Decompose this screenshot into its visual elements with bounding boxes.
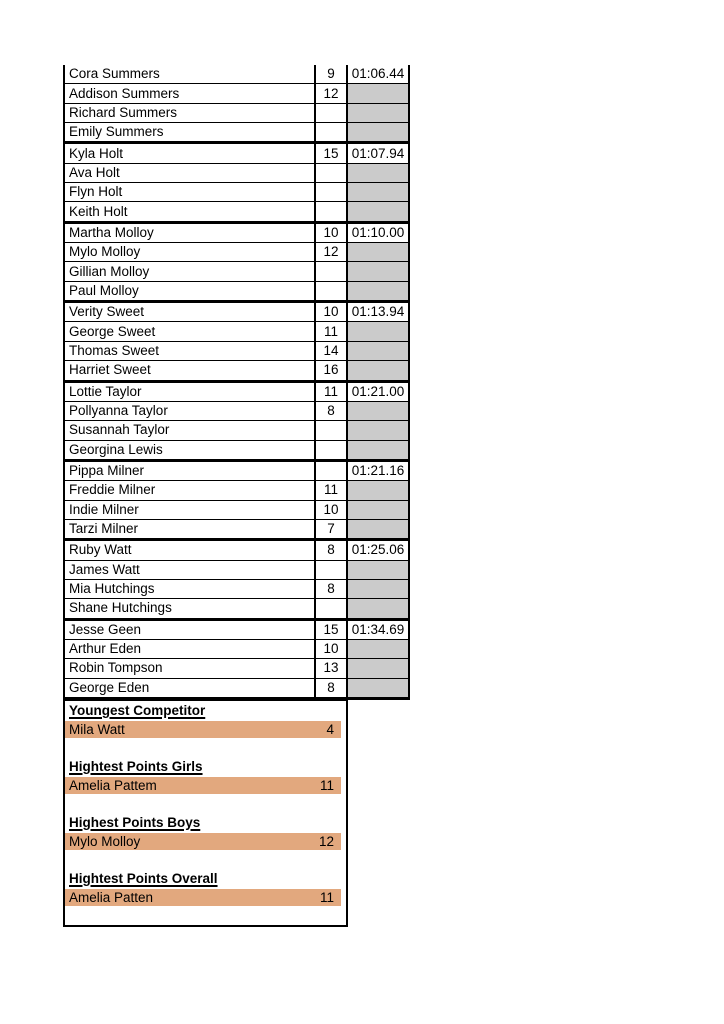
name-cell: Kyla Holt — [64, 143, 315, 163]
points-cell: 13 — [315, 659, 347, 678]
table-row — [64, 440, 409, 460]
name-cell: Lottie Taylor — [64, 381, 315, 401]
time-cell — [347, 421, 409, 440]
time-cell — [347, 519, 409, 539]
time-cell — [347, 599, 409, 619]
summary-heading: Hightest Points Girls — [69, 759, 203, 774]
name-cell: Addison Summers — [64, 84, 315, 103]
name-cell: Freddie Milner — [64, 481, 315, 500]
points-cell — [315, 440, 347, 460]
summary-value: 4 — [326, 722, 334, 737]
points-cell: 11 — [315, 381, 347, 401]
time-cell — [347, 659, 409, 678]
points-cell: 11 — [315, 322, 347, 341]
table-row — [64, 84, 409, 103]
summary-name: Amelia Pattem — [69, 778, 157, 793]
table-row — [64, 579, 409, 598]
summary-name: Mila Watt — [69, 722, 125, 737]
time-cell: 01:25.06 — [347, 540, 409, 560]
name-cell: Verity Sweet — [64, 302, 315, 322]
table-row — [64, 619, 409, 639]
time-cell — [347, 481, 409, 500]
time-cell — [347, 500, 409, 519]
table-row — [64, 421, 409, 440]
name-cell: Robin Tompson — [64, 659, 315, 678]
time-cell: 01:07.94 — [347, 143, 409, 163]
table-row — [64, 361, 409, 381]
table-row — [64, 143, 409, 163]
table-row — [64, 262, 409, 281]
table-row — [64, 560, 409, 579]
time-cell: 01:10.00 — [347, 222, 409, 242]
name-cell: Gillian Molloy — [64, 262, 315, 281]
name-cell: Georgina Lewis — [64, 440, 315, 460]
time-cell: 01:21.16 — [347, 460, 409, 480]
time-cell — [347, 202, 409, 222]
points-cell — [315, 560, 347, 579]
time-cell: 01:13.94 — [347, 302, 409, 322]
table-row — [64, 639, 409, 658]
table-row — [64, 401, 409, 420]
time-cell — [347, 281, 409, 301]
table-row — [64, 103, 409, 122]
name-cell: George Eden — [64, 678, 315, 698]
time-cell — [347, 560, 409, 579]
summary-value: 11 — [319, 890, 334, 905]
points-cell: 8 — [315, 678, 347, 698]
results-table-body — [64, 65, 409, 699]
name-cell: Thomas Sweet — [64, 341, 315, 360]
time-cell — [347, 361, 409, 381]
table-row — [64, 381, 409, 401]
name-cell: James Watt — [64, 560, 315, 579]
points-cell: 10 — [315, 302, 347, 322]
summary-heading: Highest Points Boys — [69, 815, 201, 830]
name-cell: Pippa Milner — [64, 460, 315, 480]
table-row — [64, 243, 409, 262]
time-cell — [347, 579, 409, 598]
points-cell: 10 — [315, 639, 347, 658]
name-cell: Shane Hutchings — [64, 599, 315, 619]
name-cell: Harriet Sweet — [64, 361, 315, 381]
points-cell: 8 — [315, 540, 347, 560]
time-cell — [347, 103, 409, 122]
table-row — [64, 281, 409, 301]
points-cell: 14 — [315, 341, 347, 360]
table-row — [64, 540, 409, 560]
points-cell: 12 — [315, 243, 347, 262]
table-row — [64, 519, 409, 539]
time-cell: 01:21.00 — [347, 381, 409, 401]
table-row — [64, 322, 409, 341]
points-cell — [315, 163, 347, 182]
time-cell — [347, 440, 409, 460]
summary-spacer-row — [65, 851, 346, 870]
points-cell: 8 — [315, 401, 347, 420]
time-cell — [347, 84, 409, 103]
table-row — [64, 500, 409, 519]
points-cell — [315, 262, 347, 281]
summary-name: Mylo Molloy — [69, 834, 141, 849]
points-cell: 16 — [315, 361, 347, 381]
table-row — [64, 599, 409, 619]
time-cell — [347, 341, 409, 360]
name-cell: George Sweet — [64, 322, 315, 341]
name-cell: Pollyanna Taylor — [64, 401, 315, 420]
summary-name: Amelia Patten — [69, 890, 154, 905]
name-cell: Richard Summers — [64, 103, 315, 122]
table-row — [64, 183, 409, 202]
time-cell: 01:06.44 — [347, 65, 409, 84]
table-row — [64, 341, 409, 360]
points-cell — [315, 103, 347, 122]
points-cell — [315, 281, 347, 301]
table-row — [64, 202, 409, 222]
time-cell — [347, 123, 409, 143]
points-cell: 11 — [315, 481, 347, 500]
name-cell: Indie Milner — [64, 500, 315, 519]
results-table — [63, 65, 410, 700]
points-cell — [315, 599, 347, 619]
name-cell: Martha Molloy — [64, 222, 315, 242]
summary-value: 11 — [319, 778, 334, 793]
summary-highlight-row — [65, 777, 341, 794]
name-cell: Jesse Geen — [64, 619, 315, 639]
summary-panel — [63, 699, 348, 927]
summary-value: 12 — [318, 834, 334, 849]
time-cell — [347, 639, 409, 658]
points-cell: 15 — [315, 619, 347, 639]
points-cell — [315, 183, 347, 202]
points-cell: 15 — [315, 143, 347, 163]
table-row — [64, 659, 409, 678]
points-cell: 10 — [315, 500, 347, 519]
name-cell: Emily Summers — [64, 123, 315, 143]
points-cell: 8 — [315, 579, 347, 598]
points-cell: 12 — [315, 84, 347, 103]
table-row — [64, 302, 409, 322]
time-cell — [347, 322, 409, 341]
table-row — [64, 481, 409, 500]
points-cell: 10 — [315, 222, 347, 242]
summary-highlight-row — [65, 721, 341, 738]
name-cell: Tarzi Milner — [64, 519, 315, 539]
time-cell — [347, 243, 409, 262]
name-cell: Keith Holt — [64, 202, 315, 222]
summary-heading: Youngest Competitor — [69, 703, 206, 718]
summary-highlight-row — [65, 889, 341, 906]
points-cell: 7 — [315, 519, 347, 539]
name-cell: Mylo Molloy — [64, 243, 315, 262]
name-cell: Susannah Taylor — [64, 421, 315, 440]
points-cell — [315, 123, 347, 143]
time-cell — [347, 163, 409, 182]
table-row — [64, 65, 409, 84]
name-cell: Cora Summers — [64, 65, 315, 84]
time-cell — [347, 678, 409, 698]
summary-spacer-row — [65, 739, 346, 758]
points-cell: 9 — [315, 65, 347, 84]
points-cell — [315, 421, 347, 440]
table-row — [64, 678, 409, 698]
name-cell: Flyn Holt — [64, 183, 315, 202]
table-row — [64, 123, 409, 143]
summary-spacer-row — [65, 907, 346, 926]
table-row — [64, 163, 409, 182]
name-cell: Arthur Eden — [64, 639, 315, 658]
points-cell — [315, 202, 347, 222]
name-cell: Mia Hutchings — [64, 579, 315, 598]
time-cell — [347, 262, 409, 281]
table-row — [64, 460, 409, 480]
name-cell: Ruby Watt — [64, 540, 315, 560]
name-cell: Paul Molloy — [64, 281, 315, 301]
summary-highlight-row — [65, 833, 341, 850]
points-cell — [315, 460, 347, 480]
time-cell — [347, 401, 409, 420]
name-cell: Ava Holt — [64, 163, 315, 182]
table-row — [64, 222, 409, 242]
time-cell: 01:34.69 — [347, 619, 409, 639]
time-cell — [347, 183, 409, 202]
summary-spacer-row — [65, 795, 346, 814]
summary-heading: Hightest Points Overall — [69, 871, 218, 886]
